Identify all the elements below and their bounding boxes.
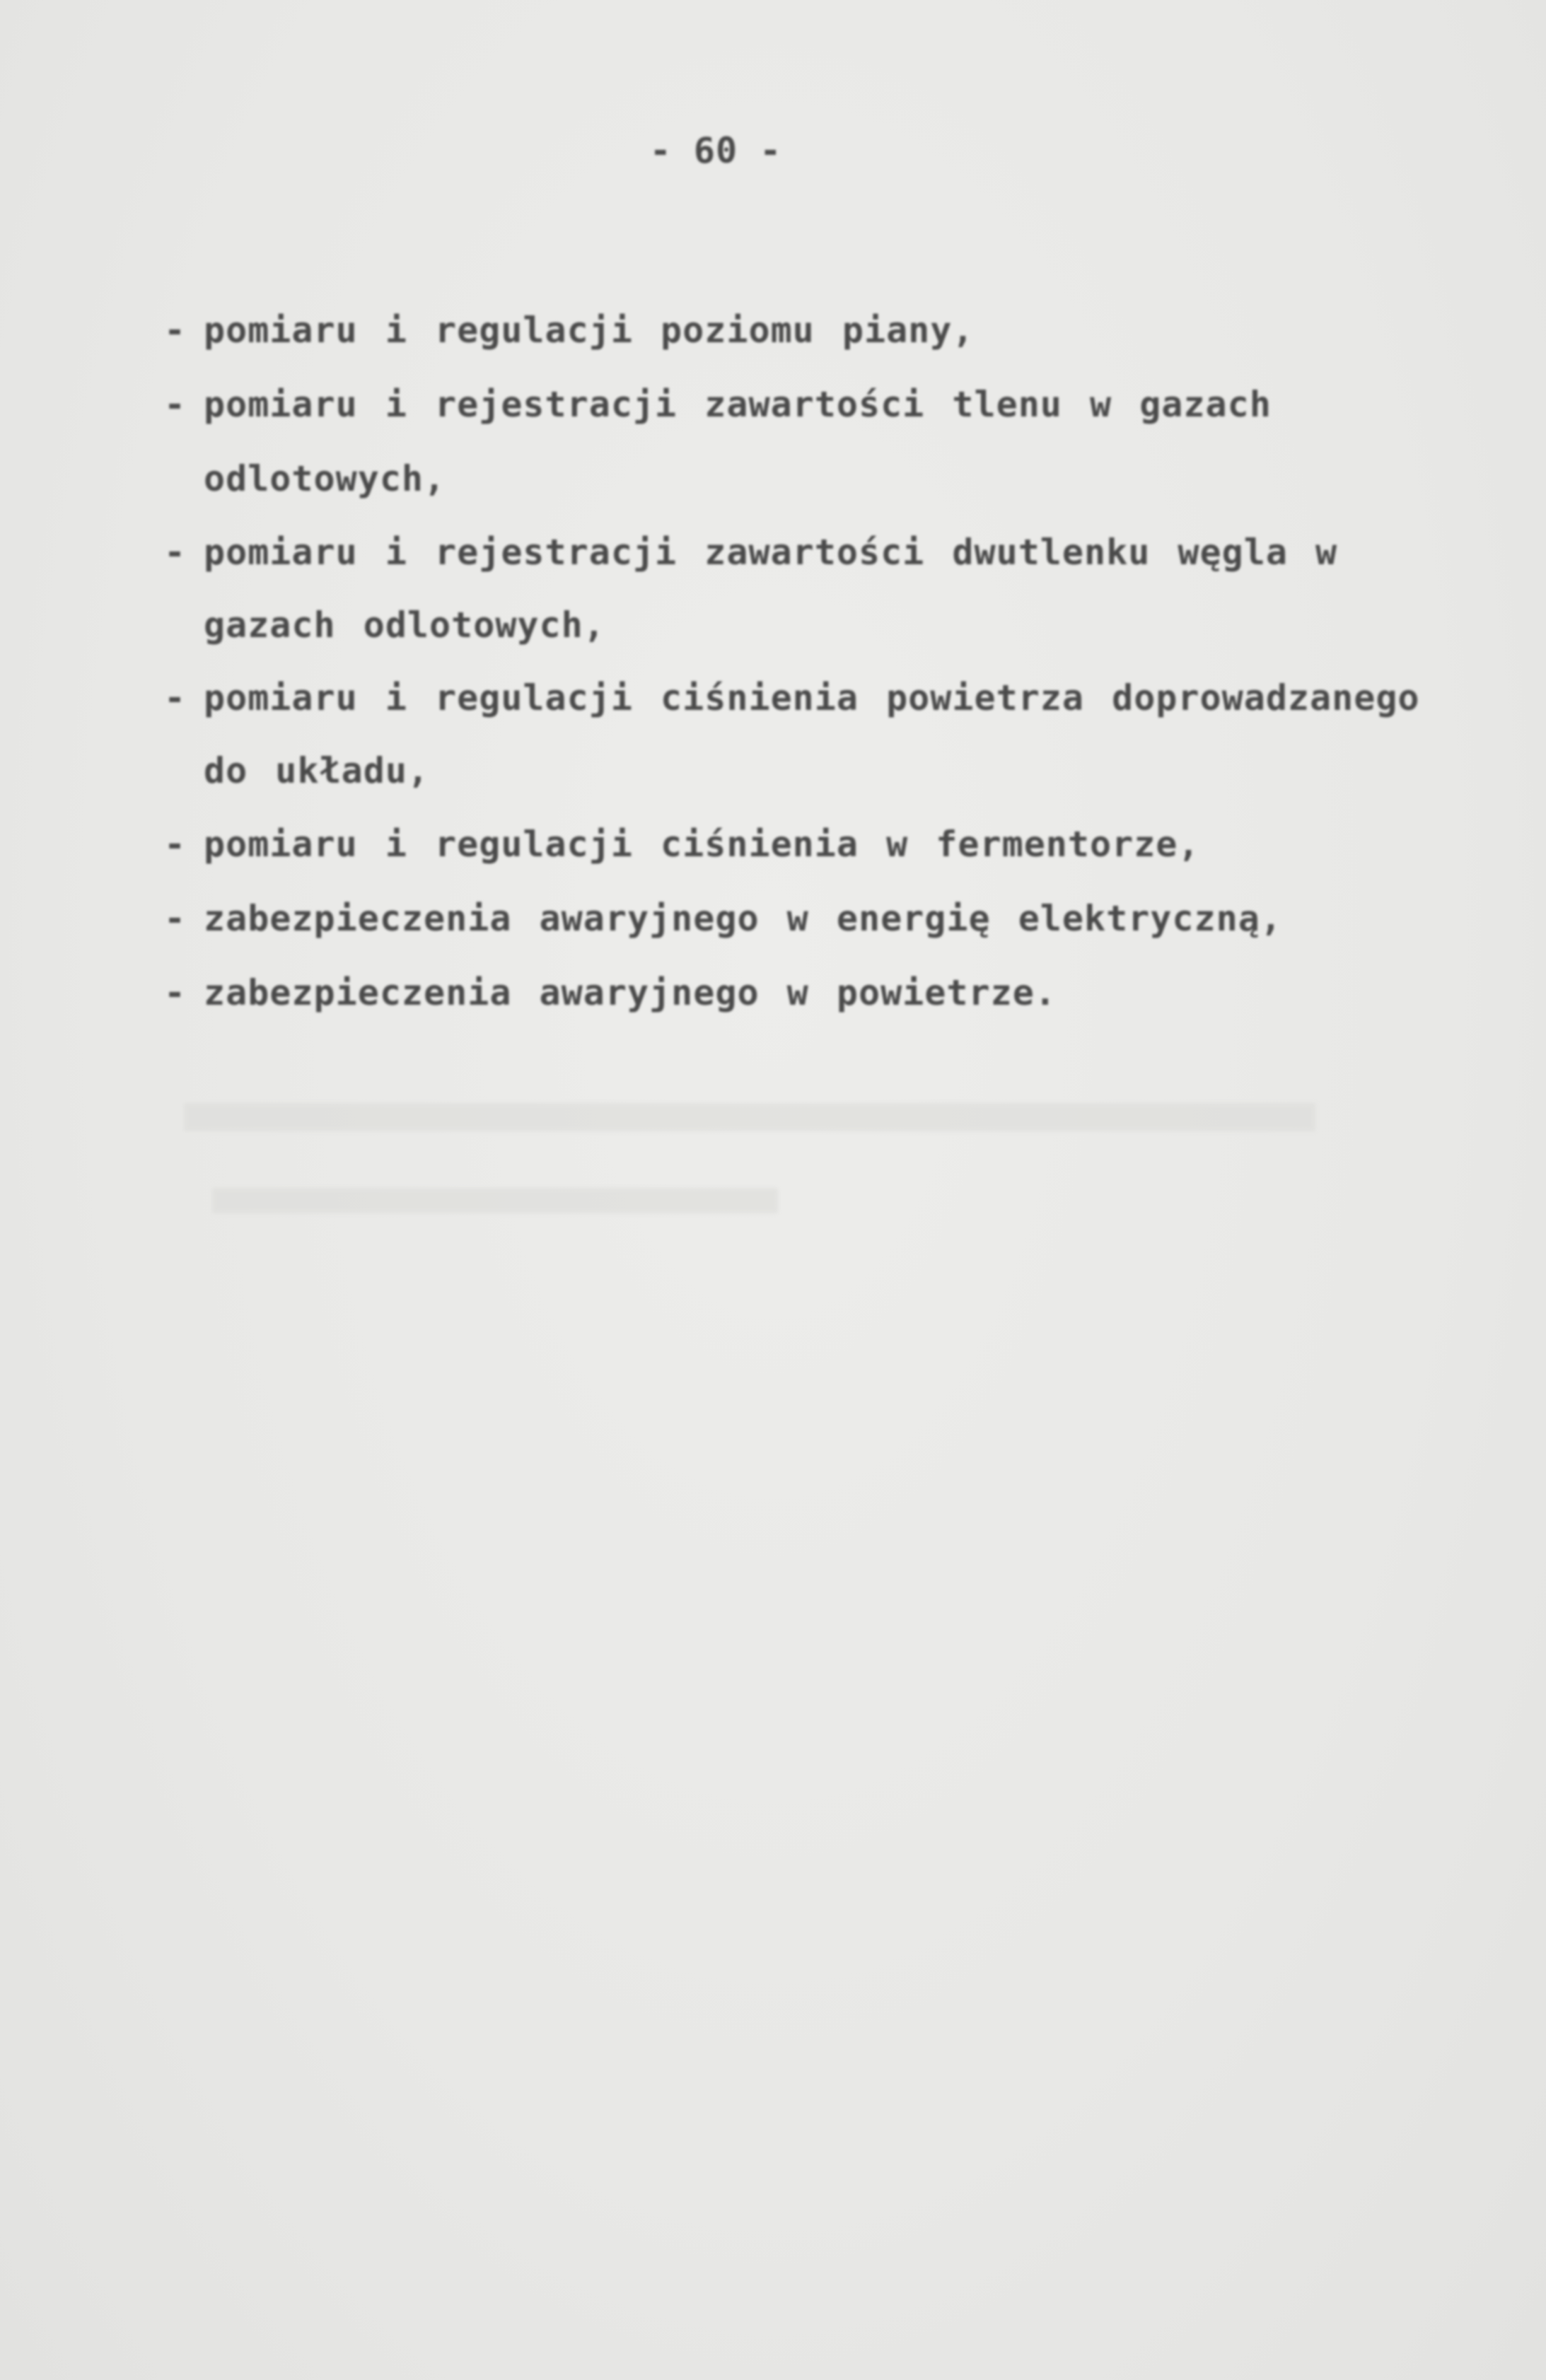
list-item-text: pomiaru i regulacji ciśnienia powietrza doprowadzanego do układu,: [204, 677, 1420, 791]
list-bullet: -: [164, 532, 187, 573]
list-item: [164, 662, 1465, 807]
list-bullet: -: [164, 384, 187, 425]
list-item: [164, 807, 1465, 882]
show-through-smudge: [184, 1103, 1315, 1131]
list-item-text: pomiaru i regulacji poziomu piany,: [204, 310, 975, 351]
list-item-text: zabezpieczenia awaryjnego w powietrze.: [204, 972, 1057, 1013]
list-item-text: pomiaru i rejestracji zawartości tlenu w gazach odlotowych,: [204, 384, 1272, 499]
list-item: [164, 956, 1465, 1030]
page-number: - 60 -: [649, 130, 782, 171]
list-item-text: pomiaru i rejestracji zawartości dwutlenku węgla w gazach odlotowych,: [204, 532, 1338, 646]
list-bullet: -: [164, 310, 187, 351]
list-item: [164, 882, 1465, 956]
list-item-text: pomiaru i regulacji ciśnienia w fermentorze,: [204, 824, 1200, 865]
list-item: [164, 368, 1465, 516]
list-bullet: -: [164, 972, 187, 1013]
requirements-list: [164, 293, 1465, 1030]
list-bullet: -: [164, 898, 187, 939]
list-item-text: zabezpieczenia awaryjnego w energię elektryczną,: [204, 898, 1282, 939]
list-item: [164, 516, 1465, 662]
list-bullet: -: [164, 824, 187, 865]
list-item: [164, 293, 1465, 368]
list-bullet: -: [164, 677, 187, 718]
show-through-smudge: [212, 1188, 778, 1213]
